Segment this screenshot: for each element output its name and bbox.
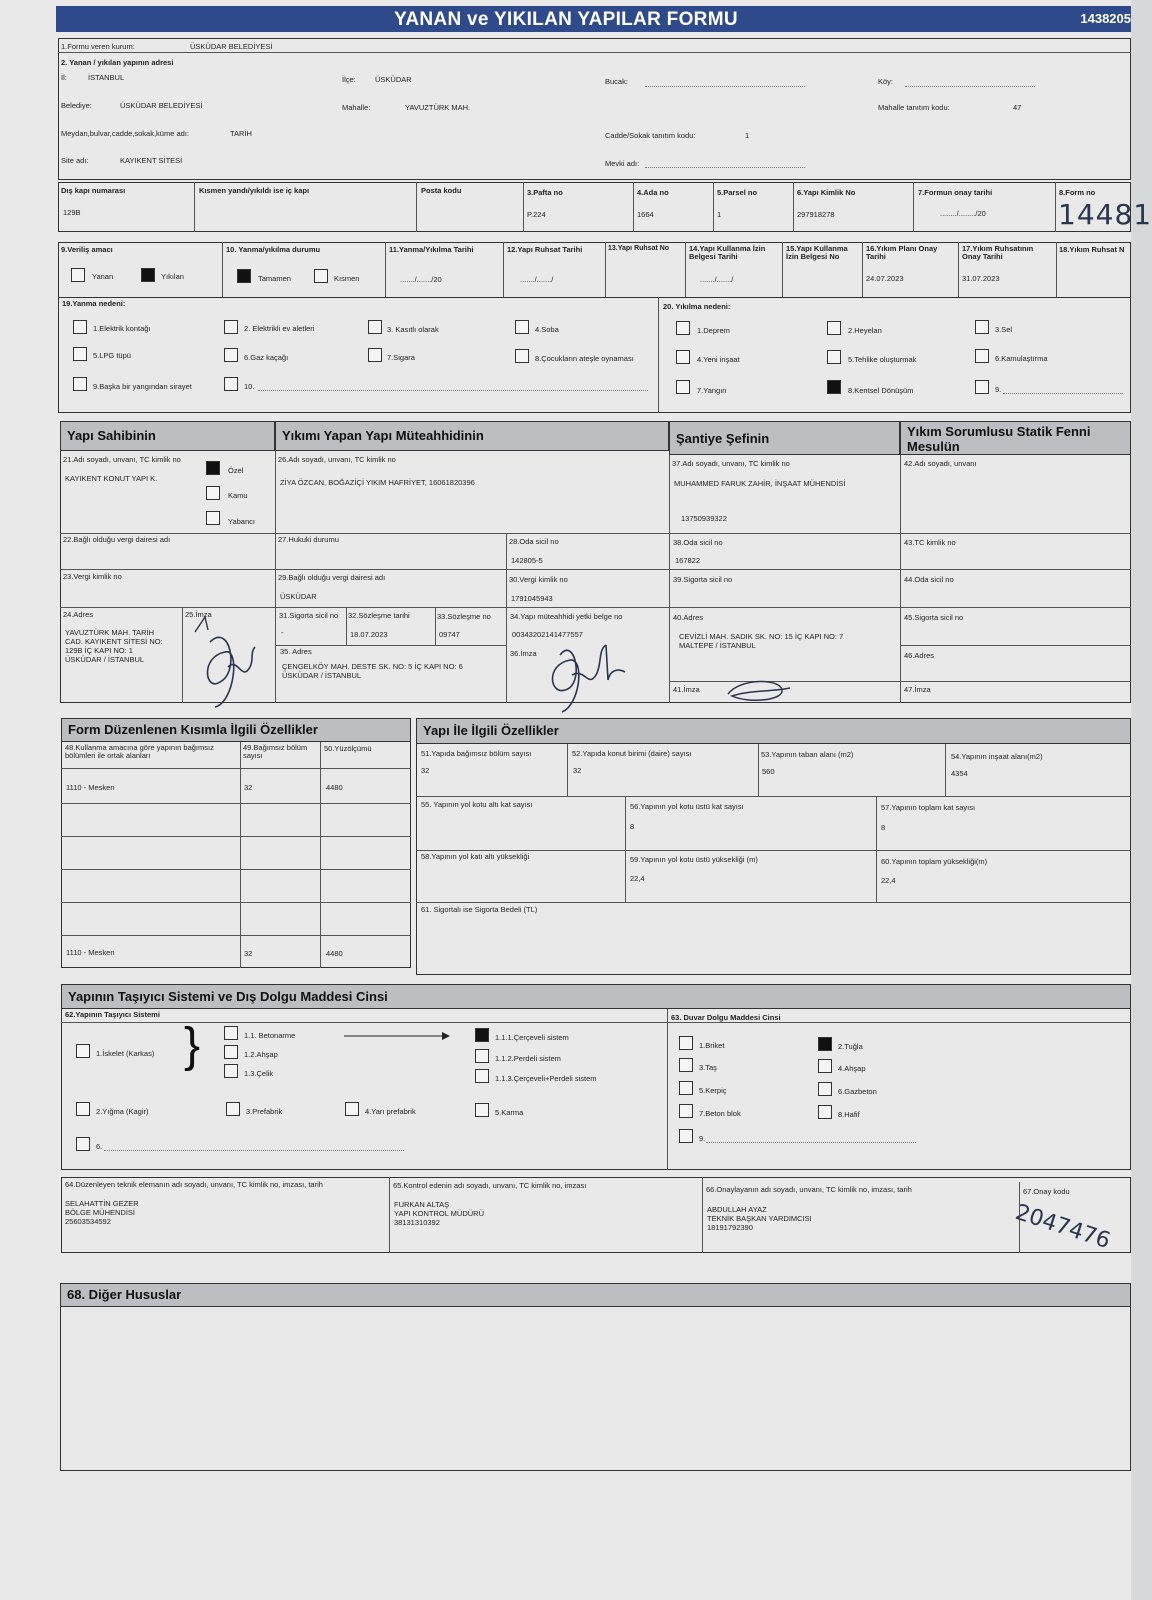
other-notes-section [60,1283,1131,1471]
site-chief-header: Şantiye Şefinin [669,421,900,455]
structure-semi-prefab[interactable] [345,1102,359,1116]
fire-cause-4[interactable] [515,320,529,334]
checkbox-yanan[interactable] [71,268,85,282]
structure-masonry[interactable] [76,1102,90,1116]
demolition-cause-1[interactable] [676,321,690,335]
approved-by-name: ABDULLAH AYAZ [707,1205,767,1214]
form-page: YANAN ve YIKILAN YAPILAR FORMU 1438205 1.Formu veren kurum: ÜSKÜDAR BELEDİYESİ 2. Yanan / yıkılan yapının adresi İl: İSTANBUL İlçe: ÜSKÜDAR Bucak: Köy: Belediye: ÜSKÜDAR BELEDİYESİ Mahalle: YAVUZTÜRK MAH. Mahalle tanıtım kodu: 47 Meydan,bulvar,cadde,sokak,küme adı: TARİH Cadde/Sokak tanıtım kodu: 1 Site adı: KAYIKENT SİTESİ Mevki adı: Dış kapı numarası 129B Kısmen yandı/yıkıldı ise iç kapı Posta kodu 3.Pafta no P.224 4.Ada no 1664 5.Parsel no 1 6.Yapı Kimlik No 297918278 7.Formun onay tarihi ......../......../20 8.Form no 14481 9.Veriliş amacı Yanan Yıkılan 10. Yanma/yıkılma durumu Tamamen Kısmen 11.Yanma/Yıkılma Tarihi ......./......./20 12.Yapı Ruhsat Tarihi ......./......./ 13.Yapı Ruhsat No 14.Yapı Kullanma İzin Belgesi Tarihi ......./......./ 15.Yapı Kullanma İzin Belgesi No 16.Yıkım Planı Onay Tarihi 24.07.2023 17.Yıkım Ruhsatının Onay Tarihi 31.07.2023 18.Yıkım Ruhsat N 19.Yanma nedeni: 20. Yıkılma nedeni: 1.Elektrik kontağı 2. Elektrikli ev aletleri 3. Kasıtlı olarak 4.Soba 5.LPG tüpü 6.Gaz kaçağı 7.Sigara 8.Çocukların ateşle oynaması 9.Başka bir yangından sirayet 10. 1.Deprem 2.Heyelan 3.Sel 4.Yeni inşaat 5.Tehlike oluşturmak 6.Kamulaştırma 7.Yangın 8.Kentsel Dönüşüm 9. Yapı Sahibinin Yıkımı Yapan Yapı Müteahhidinin Şantiye Şefinin Yıkım Sorumlusu Statik Fenni Mesulün 21.Adı soyadı, unvanı, TC kimlik no KAYIKENT KONUT YAPI K. Özel Kamu Yabancı 22.Bağlı olduğu vergi dairesi adı 23.Vergi kimlik no 24.Adres YAVUZTÜRK MAH. TARİH CAD. KAYIKENT SİTESİ NO: 129B İÇ KAPI NO: 1 ÜSKÜDAR / İSTANBUL 25.İmza 26.Adı soyadı, unvanı, TC kimlik no ZİYA ÖZCAN, BOĞAZİÇİ YIKIM HAFRİYET, 16061820396 27.Hukuki durumu 28.Oda sicil no 142805-5 29.Bağlı olduğu vergi dairesi adı ÜSKÜDAR 30.Vergi kimlik no 1791045943 31.Sigorta sicil no - 32.Sözleşme tarihi 18.07.2023 33.Sözleşme no 09747 34.Yapı müteahhidi yetki belge no 00343202141477557 35. Adres ÇENGELKÖY MAH. DESTE SK. NO: 5 İÇ KAPI NO: 6 ÜSKÜDAR / İSTANBUL 36.İmza 37.Adı soyadı, unvanı, TC kimlik no MUHAMMED FARUK ZAHİR, İNŞAAT MÜHENDİSİ 13750939322 38.Oda sicil no 167822 39.Sigorta sicil no 40.Adres CEVİZLİ MAH. SADIK SK. NO: 15 İÇ KAPI NO: 7 MALTEPE / İSTANBUL 41.İmza 42.Adı soyadı, unvanı 43.TC kimlik no 44.Oda sicil no 45.Sigorta sicil no 46.Adres 47.İmza Form Düzenlenen Kısımla İlgili Özellikler 48.Kullanma amacına göre yapının bağımsız bölümleri ile ortak alanları 49.Bağımsız bölüm sayısı 50.Yüzölçümü 1110 - Mesken 32 4480 1110 - Mesken 32 4480 Yapı İle İlgili Özellikler 51.Yapıda bağımsız bölüm sayısı 32 52.Yapıda konut birimi (daire) sayısı 32 53.Yapının taban alanı (m2) 560 54.Yapının inşaat alanı(m2) 4354 55. Yapının yol kotu altı kat sayısı 56.Yapının yol kotu üstü kat sayısı 8 57.Yapının toplam kat sayısı 8 58.Yapının yol katı altı yüksekliği 59.Yapının yol kotu üstü yüksekliği (m) 22,4 60.Yapının toplam yüksekliği(m) 22,4 61. Sigortalı ise Sigorta Bedeli (TL) Yapının Taşıyıcı Sistemi ve Dış Dolgu Maddesi Cinsi 62.Yapının Taşıyıcı Sistemi 63. Duvar Dolgu Maddesi Cinsi 1.İskelet (Karkas) } 1.1. Betonarme 1.2.Ahşap 1.3.Çelik 1.1.1.Çerçeveli sistem 1.1.2.Perdeli sistem 1.1.3.Çerçeveli+Perdeli sistem 2.Yığma (Kagir) 3.Prefabrik 4.Yarı prefabrik 5.Karma 6. 1.Briket 2.Tuğla 3.Taş 4.Ahşap 5.Kerpiç 6.Gazbeton 7.Beton blok 8.Hafif 9. 64.Düzenleyen teknik elemanın adı soyadı, unvanı, TC kimlik no, imzası, tarih SELAHATTİN GEZER BÖLGE MÜHENDİSİ 25603534592 65.Kontrol edenin adı soyadı, unvanı, TC kimlik no, imzası FURKAN ALTAŞ YAPI KONTROL MÜDÜRÜ 38131310392 66.Onaylayanın adı soyadı, unvanı, TC kimlik no, imzası, tarih ABDULLAH AYAZ TEKNİK BAŞKAN YARDIMCISI 18191792390 67.Onay kodu 2047476 68. Diğer Hususlar [0,0,1131,1600]
wall-briquette[interactable] [679,1036,693,1050]
structure-steel[interactable] [224,1064,238,1078]
ilce-value: ÜSKÜDAR [375,75,412,84]
owner-name: KAYIKENT KONUT YAPI K. [65,474,158,483]
wall-brick[interactable] [818,1037,832,1051]
wall-concrete-block[interactable] [679,1104,693,1118]
street-value: TARİH [230,129,252,138]
units-row-1-count: 32 [244,783,253,792]
mahalle-value: YAVUZTÜRK MAH. [405,103,471,112]
structure-prefab[interactable] [226,1102,240,1116]
form-serial-number: 1438205 [1080,11,1131,26]
approval-code-handwritten: 2047476 [1012,1200,1114,1255]
static-engineer-header: Yıkım Sorumlusu Statik Fenni Mesulün [900,421,1131,455]
form-no-handwritten: 14481 [1058,198,1152,231]
fire-cause-1[interactable] [73,320,87,334]
units-total-count: 32 [244,949,253,958]
fire-cause-9[interactable] [73,377,87,391]
system-shear-wall[interactable] [475,1049,489,1063]
contractor-name: ZİYA ÖZCAN, BOĞAZİÇİ YIKIM HAFRİYET, 16061820396 [280,478,475,487]
building-properties-header: Yapı İle İlgili Özellikler [416,718,1131,744]
door-no-value: 129B [63,208,81,217]
structure-header: Yapının Taşıyıcı Sistemi ve Dış Dolgu Maddesi Cinsi [61,984,1131,1009]
wall-wood[interactable] [818,1059,832,1073]
owner-type-private[interactable] [206,461,220,475]
units-row-1-area: 4480 [326,783,343,792]
site-chief-name: MUHAMMED FARUK ZAHİR, İNŞAAT MÜHENDİSİ [674,479,846,488]
address-section [58,38,1131,180]
wall-other[interactable] [679,1129,693,1143]
checkbox-kismen[interactable] [314,269,328,283]
contractor-signature-icon [530,630,650,715]
owner-signature-icon [180,612,280,712]
checkbox-tamamen[interactable] [237,269,251,283]
units-row-1-use: 1110 - Mesken [66,783,115,792]
system-frame-shear-wall[interactable] [475,1069,489,1083]
other-notes-header: 68. Diğer Hususlar [60,1283,1131,1307]
demolition-plan-date: 24.07.2023 [866,274,904,283]
contractor-header: Yıkımı Yapan Yapı Müteahhidinin [275,421,669,451]
demolition-cause-3[interactable] [975,320,989,334]
fire-cause-6[interactable] [224,348,238,362]
prepared-by-name: SELAHATTİN GEZER [65,1199,139,1208]
fire-cause-8[interactable] [515,349,529,363]
demolition-cause-9[interactable] [975,380,989,394]
fire-cause-3[interactable] [368,320,382,334]
fire-cause-10[interactable] [224,377,238,391]
institution-label: 1.Formu veren kurum: [61,42,135,51]
wall-adobe[interactable] [679,1081,693,1095]
demolition-cause-4[interactable] [676,350,690,364]
ada-value: 1664 [637,210,654,219]
fire-cause-7[interactable] [368,348,382,362]
site-chief-signature-icon [720,676,800,706]
demolition-cause-7[interactable] [676,380,690,394]
structure-skeleton[interactable] [76,1044,90,1058]
institution-value: ÜSKÜDAR BELEDİYESİ [190,42,273,51]
wall-stone[interactable] [679,1058,693,1072]
checkbox-yikilan[interactable] [141,268,155,282]
demolition-cause-6[interactable] [975,349,989,363]
approval-date-value: ......../......../20 [940,209,986,218]
units-header: Form Düzenlenen Kısımla İlgili Özellikler [61,718,411,742]
pafta-value: P.224 [527,210,546,219]
units-total-use: 1110 - Mesken [66,948,115,957]
parsel-value: 1 [717,210,722,219]
structure-mixed[interactable] [475,1103,489,1117]
units-total-area: 4480 [326,949,343,958]
il-value: İSTANBUL [88,73,125,82]
brace-icon: } [184,1019,201,1072]
form-title: YANAN ve YIKILAN YAPILAR FORMU [394,9,738,30]
system-frame[interactable] [475,1028,489,1042]
demolition-cause-2[interactable] [827,321,841,335]
belediye-value: ÜSKÜDAR BELEDİYESİ [120,101,203,110]
owner-type-public[interactable] [206,486,220,500]
street-code-value: 1 [745,131,750,140]
demolition-license-date: 31.07.2023 [962,274,1000,283]
wall-aerated-concrete[interactable] [818,1082,832,1096]
structure-wood[interactable] [224,1045,238,1059]
building-id-value: 297918278 [797,210,835,219]
mahalle-code-value: 47 [1013,103,1022,112]
demolition-cause-8[interactable] [827,380,841,394]
fire-cause-5[interactable] [73,347,87,361]
site-value: KAYIKENT SİTESİ [120,156,183,165]
structure-other[interactable] [76,1137,90,1151]
demolition-cause-5[interactable] [827,350,841,364]
checked-by-name: FURKAN ALTAŞ [394,1200,450,1209]
wall-light[interactable] [818,1105,832,1119]
owner-type-foreign[interactable] [206,511,220,525]
arrow-right-icon [342,1030,452,1042]
structure-concrete[interactable] [224,1026,238,1040]
address-label: 2. Yanan / yıkılan yapının adresi [61,58,174,67]
owner-header: Yapı Sahibinin [60,421,275,451]
form-title-banner [56,6,1131,32]
fire-cause-2[interactable] [224,320,238,334]
